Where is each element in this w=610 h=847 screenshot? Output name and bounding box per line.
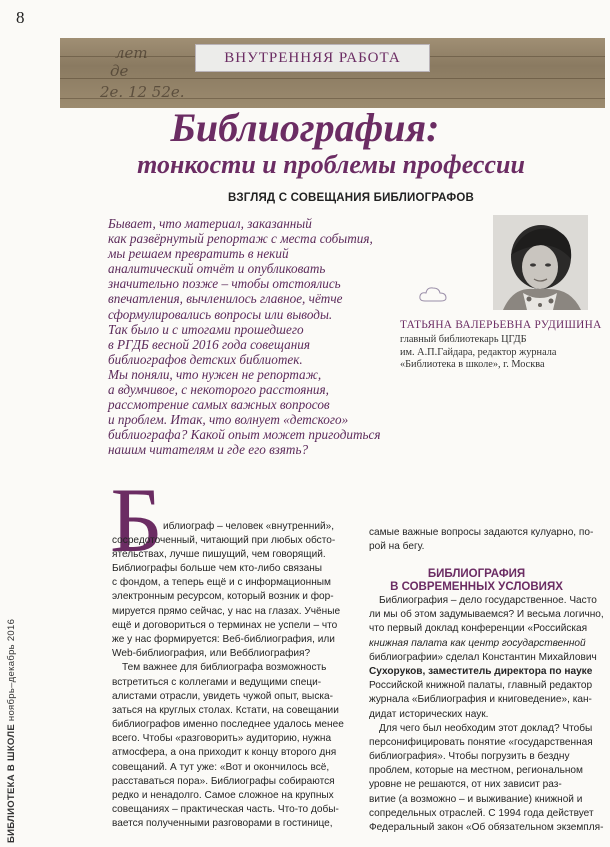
lead-line: аналитический отчёт и опубликовать bbox=[108, 261, 326, 277]
author-role-line: главный библиотекарь ЦГДБ bbox=[400, 334, 527, 345]
body-line: сосредоточенный, читающий при любых обсто- bbox=[112, 535, 336, 546]
section-heading-line: В СОВРЕМЕННЫХ УСЛОВИЯХ bbox=[390, 581, 563, 593]
lead-line: библиографов детских библиотек. bbox=[108, 351, 303, 367]
body-line: что первый доклад конференции «Российская bbox=[369, 623, 588, 635]
body-line: библиографов именно последнее удалось менее bbox=[112, 719, 344, 731]
banner-handwriting: 2е. 12 52е. bbox=[100, 83, 185, 101]
section-heading-line: БИБЛИОГРАФИЯ bbox=[427, 568, 526, 580]
body-right-top bbox=[369, 526, 593, 554]
body-line: мируется прямо сейчас, у нас на глазах. Учёные bbox=[112, 605, 341, 617]
magazine-spine bbox=[6, 619, 17, 843]
lead-line: в РГДБ весной 2016 года совещания bbox=[108, 336, 310, 352]
body-line: Российской книжной палаты, главный редактор bbox=[369, 680, 593, 692]
body-line: совещаниях – практическая часть. Что-то добы- bbox=[112, 804, 339, 816]
author-role bbox=[400, 334, 556, 372]
body-line: Web-библиография, или Вебблиография? bbox=[112, 648, 311, 660]
author-photo bbox=[493, 215, 588, 310]
body-line: ятельствах, лучше пишущий, чем говорящий. bbox=[112, 549, 326, 561]
lead-line: впечатления, вычленилось главное, чётче bbox=[108, 291, 343, 307]
body-line: ещё и договориться о терминах не успели – что bbox=[112, 619, 338, 631]
body-right-column bbox=[369, 594, 604, 835]
body-line: журнала «Библиография и книговедение», кан- bbox=[369, 694, 592, 706]
body-line: редко и ненадолго. Самое сложное на крупных bbox=[112, 790, 334, 801]
body-line: библиография». Чтобы погрузить в бездну bbox=[369, 751, 570, 763]
body-line: проблем, которые на местном, региональном bbox=[369, 765, 583, 777]
lead-line: нашим читателям и где его взять? bbox=[108, 442, 309, 458]
body-line: дидат исторических наук. bbox=[369, 708, 489, 720]
section-label: ВНУТРЕННЯЯ РАБОТА bbox=[195, 44, 430, 72]
banner-handwriting: де bbox=[110, 62, 129, 80]
body-line: уровне не решаются, от них зависит раз- bbox=[369, 779, 562, 791]
body-line: рой на бегу. bbox=[369, 541, 425, 553]
article-title-sub: тонкости и проблемы профессии bbox=[137, 150, 525, 179]
body-line: самые важные вопросы задаются кулуарно, по- bbox=[369, 527, 594, 538]
body-line: книжная палата как центр государственной bbox=[369, 637, 586, 649]
body-left-column bbox=[112, 562, 344, 832]
lead-line: мы решаем превратить в некий bbox=[108, 246, 289, 262]
body-left-first bbox=[163, 520, 334, 534]
section-heading bbox=[369, 568, 584, 594]
body-line: ли мы об этом задумываемся? И весьма логично, bbox=[369, 609, 604, 621]
body-line: иблиограф – человек «внутренний», bbox=[163, 521, 335, 532]
body-line: библиографии» сделал Константин Михайлович bbox=[369, 651, 597, 663]
body-line: Сухоруков, заместитель директора по науке bbox=[369, 665, 593, 677]
lead-line: значительно позже – чтобы отстоялись bbox=[108, 276, 341, 292]
body-line: витие (а возможно – и выживание) книжной и bbox=[369, 793, 583, 805]
banner-rule bbox=[60, 78, 605, 79]
lead-paragraph bbox=[108, 216, 408, 458]
portrait-image bbox=[493, 215, 588, 310]
cloud-icon bbox=[418, 283, 448, 305]
lead-line: Бывает, что материал, заказанный bbox=[108, 216, 312, 231]
lead-line: а вдумчивое, с некоторого расстояния, bbox=[108, 382, 329, 398]
body-line: с фондом, а теперь ещё и с информационным bbox=[112, 577, 331, 589]
article-title: Библиография: bbox=[170, 105, 440, 150]
body-line: Для чего был необходим этот доклад? Чтобы bbox=[379, 722, 593, 734]
lead-line: Так было и с итогами прошедшего bbox=[108, 321, 304, 337]
body-left-first-cont bbox=[112, 534, 335, 562]
lead-line: Мы поняли, что нужен не репортаж, bbox=[108, 366, 322, 382]
body-line: встретиться с коллегами и ведущими специ- bbox=[112, 676, 322, 688]
body-line: Библиография – дело государственное. Часто bbox=[379, 595, 597, 606]
body-line: электронным ресурсом, который возник и фор- bbox=[112, 591, 334, 603]
magazine-issue: ноябрь–декабрь 2016 bbox=[6, 618, 17, 722]
body-line: расставаться пора». Библиографы собираются bbox=[112, 775, 335, 787]
lead-line: рассмотрение самых важных вопросов bbox=[108, 397, 330, 413]
article-subtitle: ВЗГЛЯД С СОВЕЩАНИЯ БИБЛИОГРАФОВ bbox=[228, 192, 475, 204]
lead-line: библиографа? Какой опыт может пригодиться bbox=[108, 427, 381, 443]
drop-cap: Б bbox=[110, 469, 163, 571]
body-line: заться на круглых столах. Кстати, на совещании bbox=[112, 704, 339, 716]
body-line: алистами отрасли, увидеть чужой опыт, выска- bbox=[112, 690, 333, 702]
page-number: 8 bbox=[16, 8, 25, 27]
body-line: Библиографы больше чем кто-либо связаны bbox=[112, 563, 323, 574]
body-line: совещаний. А тут уже: «Вот и окончилось всё, bbox=[112, 761, 330, 773]
banner-handwriting: лет bbox=[115, 44, 148, 62]
magazine-title: БИБЛИОТЕКА В ШКОЛЕ bbox=[6, 724, 17, 843]
body-line: Тем важнее для библиографа возможность bbox=[122, 662, 327, 674]
author-role-line: им. А.П.Гайдара, редактор журнала bbox=[400, 346, 557, 358]
body-line: вается полученными разговорами в гостинице, bbox=[112, 818, 333, 830]
lead-line: и проблем. Итак, что волнует «детского» bbox=[108, 412, 349, 428]
lead-line: как развёрнутый репортаж с места события, bbox=[108, 231, 373, 247]
body-line: сопредельных отраслей. С 1994 года действует bbox=[369, 807, 594, 819]
body-line: всего. Чтобы «разговорить» аудиторию, нужна bbox=[112, 733, 332, 745]
body-line: атмосфера, а она приходит к концу второго дня bbox=[112, 747, 337, 759]
body-line: же у нас формируется: Веб-библиография, или bbox=[112, 633, 335, 645]
author-role-line: «Библиотека в школе», г. Москва bbox=[400, 359, 545, 371]
body-line: персонифицировать понятие «государственная bbox=[369, 736, 593, 748]
body-line: Федеральный закон «Об обязательном экземпля- bbox=[369, 822, 604, 833]
author-name: ТАТЬЯНА ВАЛЕРЬЕВНА РУДИШИНА bbox=[400, 319, 602, 331]
lead-line: сформулировались вопросы или выводы. bbox=[108, 306, 333, 322]
